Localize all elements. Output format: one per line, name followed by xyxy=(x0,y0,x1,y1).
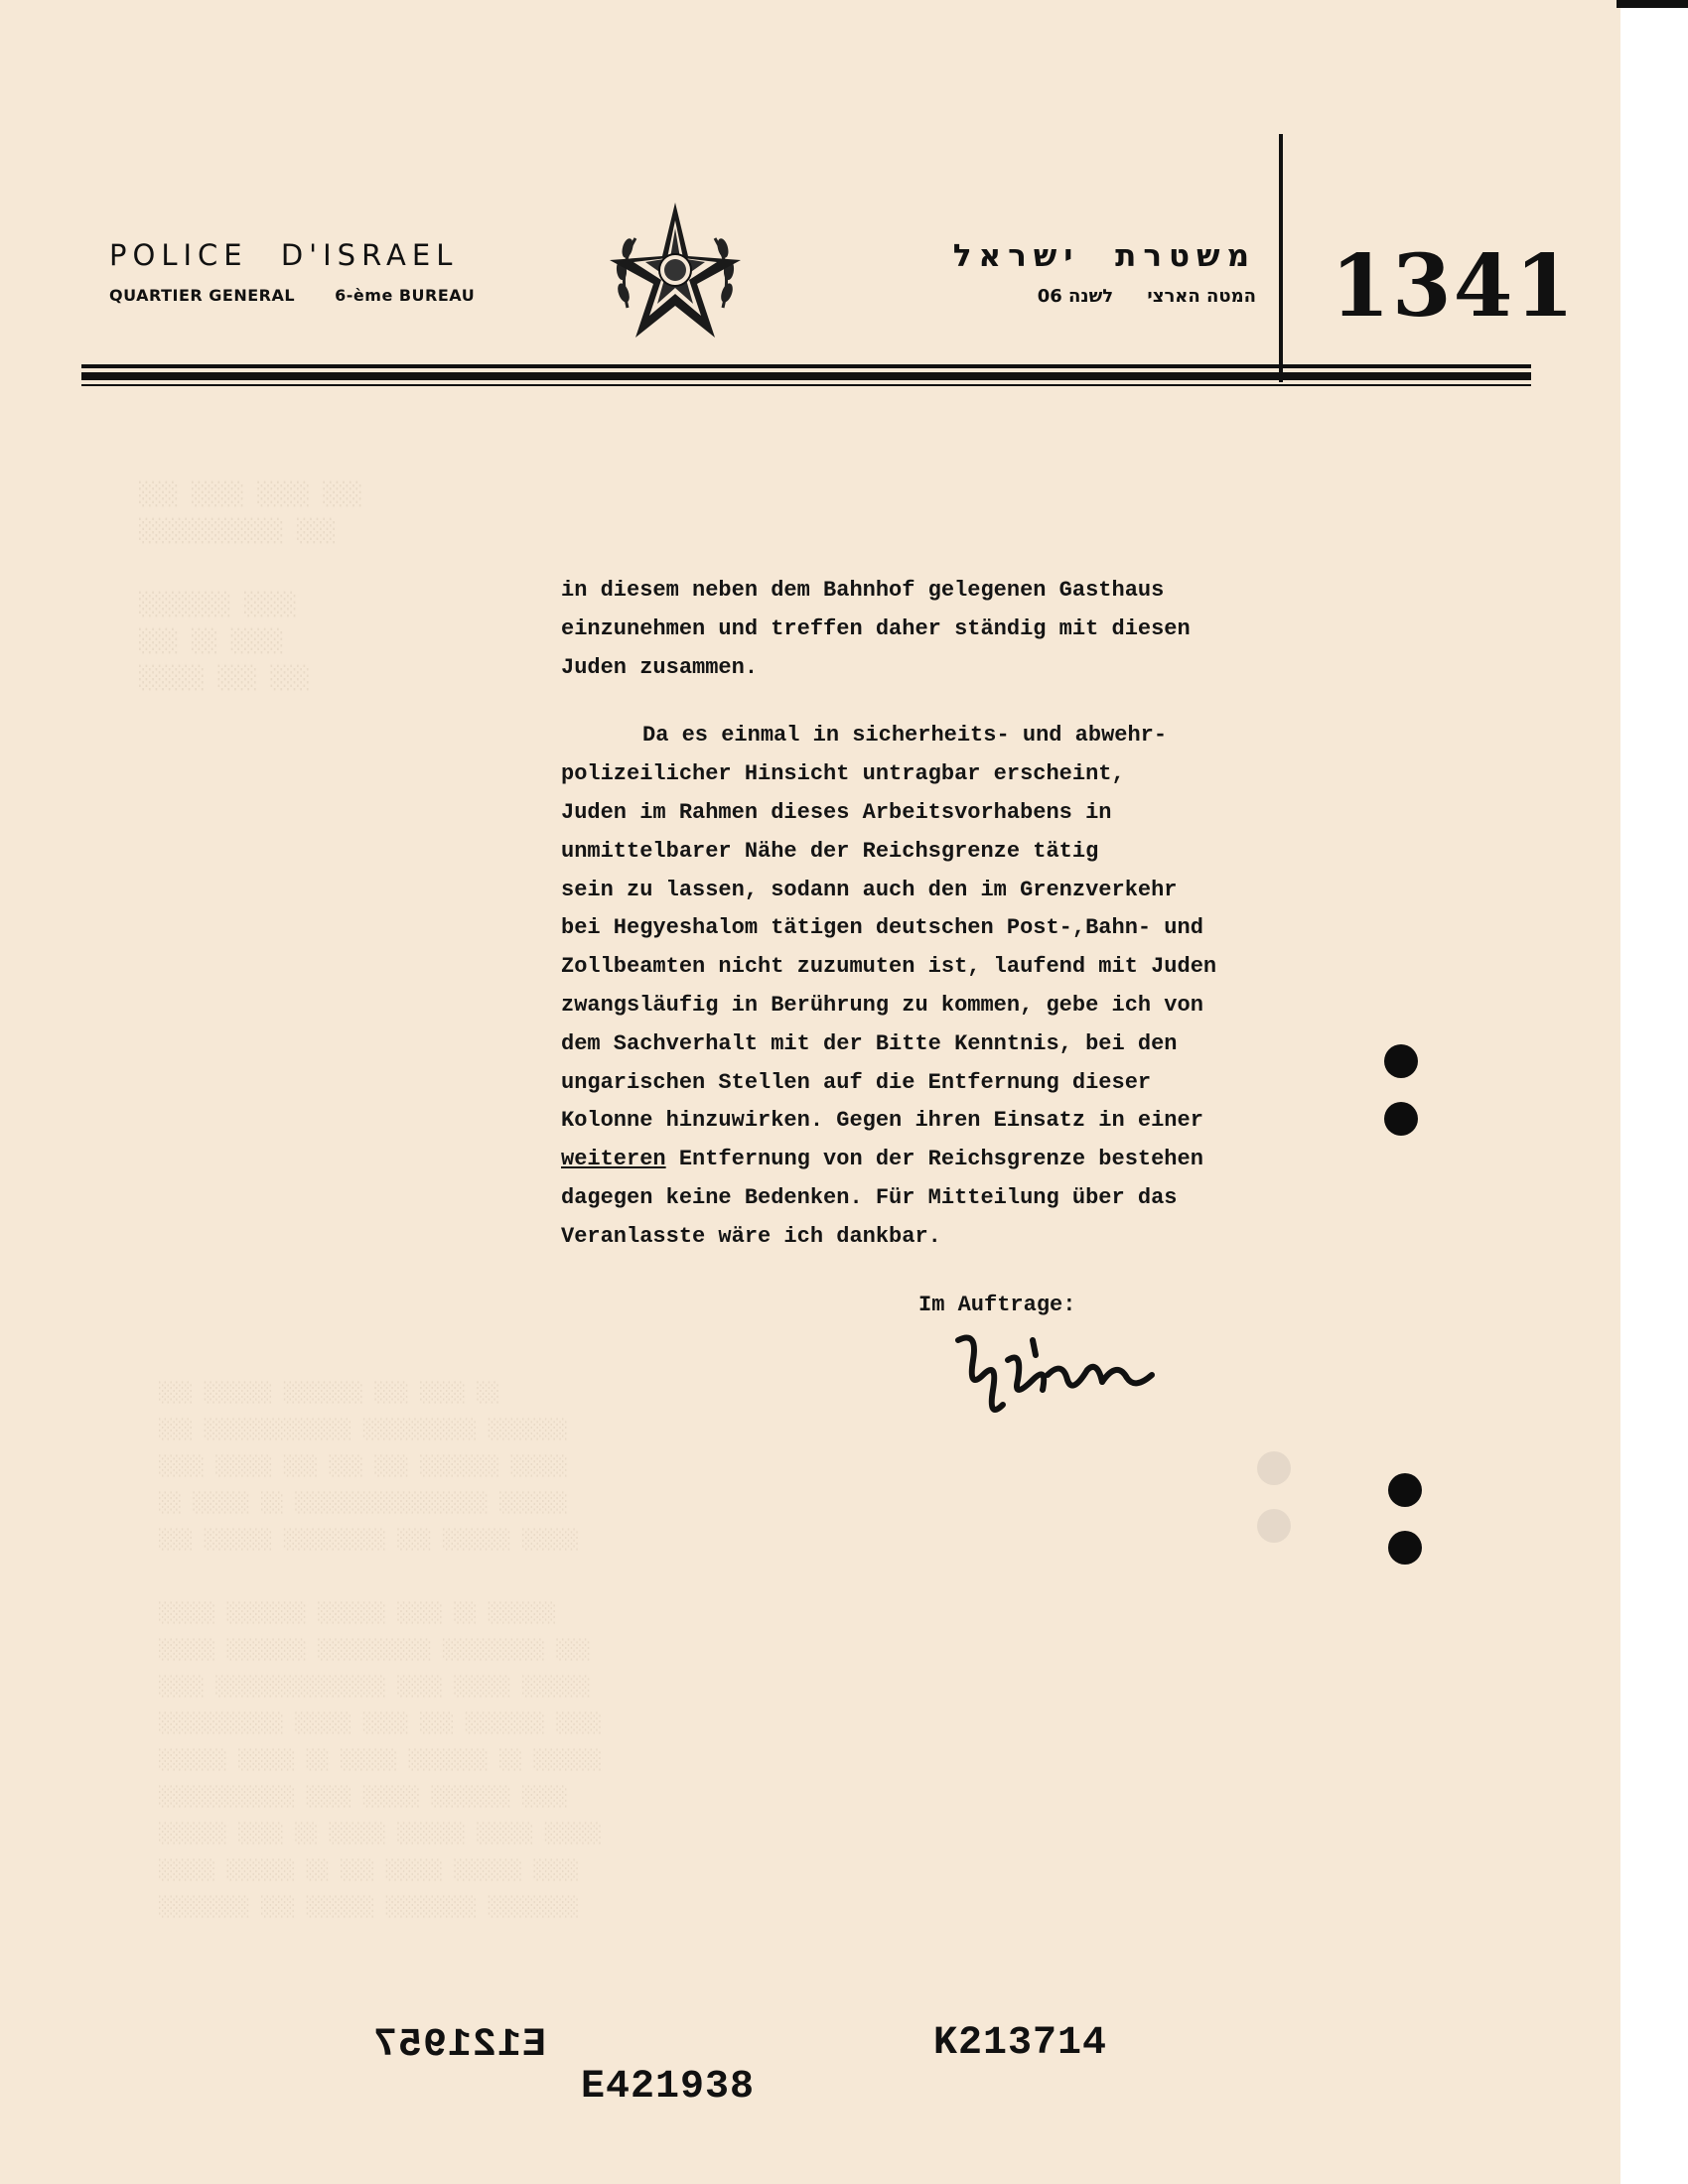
text-line: zwangsläufig in Berührung zu kommen, gebe ich von xyxy=(561,992,1203,1018)
text-line: dem Sachverhalt mit der Bitte Kenntnis, bei den xyxy=(561,1030,1178,1056)
header-divider xyxy=(1279,134,1283,382)
punch-hole-shadow xyxy=(1257,1509,1291,1543)
text-line: polizeilicher Hinsicht untragbar erscheint, xyxy=(561,761,1125,787)
text-span: Entfernung von der Reichsgrenze bestehen xyxy=(665,1147,1203,1172)
header-rule xyxy=(81,384,1531,386)
letterhead-hebrew xyxy=(854,238,1256,307)
serial-stamp-mirrored: E121957 xyxy=(372,2023,547,2068)
header-rule xyxy=(81,364,1531,368)
department-line xyxy=(109,286,475,305)
letterhead-left xyxy=(109,238,475,305)
punch-hole xyxy=(1388,1531,1422,1565)
document-number: 1341 xyxy=(1331,236,1577,337)
hebrew-department-name: המטה הארצי xyxy=(1147,286,1256,307)
text-line: Veranlasste wäre ich dankbar. xyxy=(561,1223,941,1249)
bleed-through-marks: ░░░ ░░░░ ░░░░ ░░░ ░░░░░░░░░░░ ░░░ ░░░░░░░ ░░░░ ░░░ ░░ ░░░░ ░░░░░ ░░░ ░░░ xyxy=(139,482,363,691)
handwritten-signature xyxy=(938,1320,1167,1430)
hebrew-department-line xyxy=(854,286,1256,307)
text-line: unmittelbarer Nähe der Reichsgrenze tätig xyxy=(561,838,1099,864)
text-line: Zollbeamten nicht zuzumuten ist, laufend mit Juden xyxy=(561,954,1217,980)
letter-body xyxy=(561,572,1355,1257)
text-line: Kolonne hinzuwirken. Gegen ihren Einsatz in einer xyxy=(561,1108,1203,1134)
text-line: Da es einmal in sicherheits- und abwehr- xyxy=(642,723,1168,749)
closing-phrase: Im Auftrage: xyxy=(918,1293,1076,1317)
serial-stamp: E421938 xyxy=(581,2065,756,2110)
bureau-name: 6-ème BUREAU xyxy=(335,286,476,305)
text-line: ungarischen Stellen auf die Entfernung dieser xyxy=(561,1069,1152,1095)
punch-hole-shadow xyxy=(1257,1451,1291,1485)
scan-margin xyxy=(1620,8,1688,2184)
hebrew-organization-name: משטרת ישראל xyxy=(952,238,1256,274)
text-line: sein zu lassen, sodann auch den im Grenzverkehr xyxy=(561,877,1178,902)
bleed-through-marks: ░░░ ░░░░░░ ░░░░░░░ ░░░ ░░░░ ░░ ░░░ ░░░░░░░░░░░░░ ░░░░░░░░░░ ░░░░░░░ ░░░░ ░░░░░ ░░░ ░░░ ░░░ ░░░░░░░ ░░░░░ ░░ ░░░░░ ░░ ░░░░░░░░░░░░░░░░░ ░░░░░░ ░░░ ░░░░░░ ░░░░░░░░░ ░░░ ░░░░░░ ░░░░░ ░░░░░ ░░░░░░░ ░░░░░░ ░░░░ ░░ ░░░░░░ ░░░░░ ░░░░░░░ ░░░░░░░░░░ ░░░░░░░░░ ░░░ ░░░░ ░░░░░░░░░░░░░░░ ░░░░ ░░░░░ ░░░░░░ ░░░░░░░░░░░ ░░░░░ ░░░░ ░░░ ░░░░░░░ ░░░░ ░░░░░░ ░░░░░ ░░ ░░░░░ ░░░░░░░ ░░ ░░░░░░ ░░░░░░░░░░░░ ░░░░ ░░░░░ ░░░░░░░ ░░░░ ░░░░░░ ░░░░ ░░ ░░░░░ ░░░░░░ ░░░░░ ░░░░░ ░░░░░ ░░░░░░ ░░ ░░░ ░░░░░ ░░░░░░ ░░░░ ░░░░░░░░ ░░░ ░░░░░░ ░░░░░░░░ ░░░░░░░░ xyxy=(159,1382,603,1918)
text-line xyxy=(561,1141,1355,1179)
department-name: QUARTIER GENERAL xyxy=(109,286,296,305)
hebrew-year-value: 06 xyxy=(1037,286,1062,307)
scan-edge-mark xyxy=(1617,0,1688,8)
police-star-emblem-icon xyxy=(606,199,745,353)
organization-name: POLICE D'ISRAEL xyxy=(109,238,459,272)
underlined-word: weiteren xyxy=(561,1147,666,1172)
text-line: einzunehmen und treffen daher ständig mit diesen xyxy=(561,615,1191,641)
text-line: Juden zusammen. xyxy=(561,654,759,680)
punch-hole xyxy=(1384,1044,1418,1078)
text-line: Juden im Rahmen dieses Arbeitsvorhabens in xyxy=(561,799,1112,825)
punch-hole xyxy=(1388,1473,1422,1507)
text-line: bei Hegyeshalom tätigen deutschen Post-,Bahn- und xyxy=(561,915,1203,941)
punch-hole xyxy=(1384,1102,1418,1136)
hebrew-year-label: לשנה xyxy=(1068,286,1114,307)
text-line: dagegen keine Bedenken. Für Mitteilung über das xyxy=(561,1184,1178,1210)
text-line: in diesem neben dem Bahnhof gelegenen Gasthaus xyxy=(561,578,1165,603)
serial-stamp: K213714 xyxy=(933,2021,1108,2066)
header-rule xyxy=(81,372,1531,380)
